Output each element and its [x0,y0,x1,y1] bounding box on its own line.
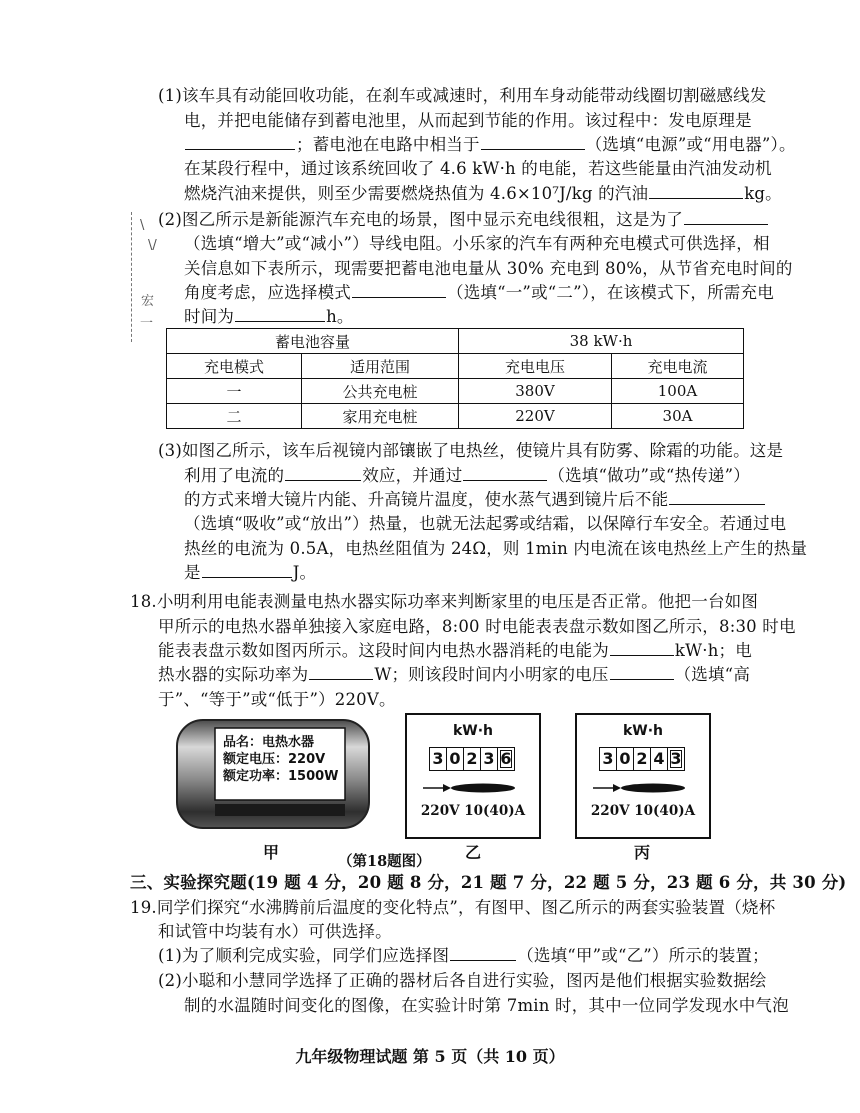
q17-p2-line2: （选填“增大”或“减小”）导线电阻。小乐家的汽车有两种充电模式可供选择，相 [184,234,770,253]
q17-p3-line5: 热丝的电流为 0.5A，电热丝阻值为 24Ω，则 1min 内电流在该电热丝上产生的热量 [184,539,808,558]
table-cell: 220V [459,404,612,429]
q19-p1: (1)为了顺利完成实验，同学们应选择图 （选填“甲”或“乙”）所示的装置； [158,946,769,965]
column-header: 充电电流 [612,354,744,379]
table-row [167,379,744,404]
q18-line4: 热水器的实际功率为 W；则该段时间内小明家的电压 （选填“高 [158,665,751,684]
q17-p3-line1: (3)如图乙所示，该车后视镜内部镶嵌了电热丝，使镜片具有防雾、除霜的功能。这是 [158,441,784,460]
water-heater-figure [175,716,371,832]
q18-line3: 能表表盘示数如图丙所示。这段时间内电热水器消耗的电能为 kW·h；电 [158,641,752,660]
table-cell: 家用充电桩 [302,404,459,429]
q19-line2: 和试管中均装有水）可供选择。 [158,922,392,941]
meter-unit: kW·h [452,723,494,739]
margin-mark: \/ [148,238,157,253]
q17-p3-line4: （选填“吸收”或“放出”）热量，也就无法起雾或结霜，以保障行车安全。若通过电 [184,514,787,533]
meter-disc-icon [591,778,695,798]
q17-p1-line3: ；蓄电池在电路中相当于 （选填“电源”或“用电器”）。 [184,134,796,156]
figure-label-c: 丙 [634,843,651,862]
answer-blank[interactable] [481,135,585,150]
q17-p3-line6: 是 J。 [184,563,317,582]
table-cell: 一 [167,379,302,404]
heater-name: 品名：电热水器 [223,735,315,750]
energy-meter-b [405,713,541,839]
column-header: 充电电压 [459,354,612,379]
meter-rating: 220V 10(40)A [420,803,526,819]
margin-mark: \ [140,218,145,233]
meter-unit: kW·h [622,723,664,739]
capacity-label: 蓄电池容量 [167,329,459,354]
table-cell: 公共充电桩 [302,379,459,404]
column-header: 适用范围 [302,354,459,379]
meter-disc-icon [421,778,525,798]
answer-blank[interactable] [684,210,768,225]
answer-blank[interactable] [669,490,765,505]
margin-mark: 宏 [141,294,155,309]
answer-blank[interactable] [463,466,547,481]
table-header-row [167,354,744,379]
figure-caption: （第18题图） [338,853,431,870]
table-cell: 30A [612,404,744,429]
meter-digit: 4 [651,748,668,770]
heater-nameplate [223,734,339,785]
table-cell: 100A [612,379,744,404]
answer-blank[interactable] [610,665,674,680]
q17-p1-line2: 电，并把电能储存到蓄电池里，从而起到节能的作用。该过程中：发电原理是 [184,111,752,130]
column-header: 充电模式 [167,354,302,379]
answer-blank[interactable] [202,563,292,578]
q17-p1-line1: (1)该车具有动能回收功能，在刹车或减速时，利用车身动能带动线圈切割磁感线发 [158,86,767,105]
answer-blank[interactable] [235,307,325,322]
charging-mode-table [166,328,744,429]
meter-digit: 3 [430,748,447,770]
table-cell: 380V [459,379,612,404]
q17-p2-line1: (2)图乙所示是新能源汽车充电的场景，图中显示充电线很粗，这是为了 [158,209,769,231]
section-title: 三、实验探究题(19 题 4 分，20 题 8 分，21 题 7 分，22 题 5 分，23 题 6 分，共 30 分) [130,873,847,892]
meter-digit: 3 [600,748,617,770]
meter-digit-decimal: 6 [498,748,514,770]
q18-line5: 于”、“等于”或“低于”）220V。 [158,690,396,709]
margin-mark: 一 [140,316,154,331]
energy-meter-c [575,713,711,839]
answer-blank[interactable] [610,641,674,656]
heater-power: 额定功率：1500W [223,769,339,784]
capacity-value: 38 kW·h [459,329,744,354]
table-row [167,404,744,429]
q17-p1-line5: 燃烧汽油来提供，则至少需要燃烧热值为 4.6×10⁷J/kg 的汽油 kg。 [184,184,782,203]
q19-p2-line2: 制的水温随时间变化的图像，在实验计时第 7min 时，其中一位同学发现水中气泡 [184,996,789,1015]
table-cell: 二 [167,404,302,429]
q17-p2-line3: 关信息如下表所示，现需要把蓄电池电量从 30% 充电到 80%，从节省充电时间的 [184,259,793,278]
answer-blank[interactable] [185,135,295,150]
q19-line1: 19.同学们探究“水沸腾前后温度的变化特点”，有图甲、图乙所示的两套实验装置（烧杯 [130,898,776,917]
margin-rule [131,212,133,342]
answer-blank[interactable] [352,283,446,298]
answer-blank[interactable] [450,946,516,961]
figure-label-b: 乙 [465,843,482,862]
q18-line1: 18.小明利用电能表测量电热水器实际功率来判断家里的电压是否正常。他把一台如图 [130,592,759,611]
meter-digit: 0 [447,748,464,770]
table-row [167,329,744,354]
meter-digit-decimal: 3 [668,748,684,770]
figure-label-a: 甲 [263,843,280,862]
meter-digit: 2 [634,748,651,770]
q18-line2: 甲所示的电热水器单独接入家庭电路，8:00 时电能表表盘示数如图乙所示，8:30 时电 [158,617,796,636]
answer-blank[interactable] [649,184,743,199]
answer-blank[interactable] [285,466,361,481]
page-footer: 九年级物理试题 第 5 页（共 10 页） [295,1047,565,1066]
q19-p2-line1: (2)小聪和小慧同学选择了正确的器材后各自进行实验，图丙是他们根据实验数据绘 [158,971,767,990]
meter-digit: 3 [481,748,498,770]
meter-digits [429,747,515,771]
heater-voltage: 额定电压：220V [223,752,326,767]
meter-digits [599,747,685,771]
q17-p3-line3: 的方式来增大镜片内能、升高镜片温度，使水蒸气遇到镜片后不能 [184,489,766,511]
meter-rating: 220V 10(40)A [590,803,696,819]
q17-p2-line4: 角度考虑，应选择模式 （选填“一”或“二”），在该模式下，所需充电 [184,283,774,302]
q17-p1-line4: 在某段行程中，通过该系统回收了 4.6 kW·h 的电能，若这些能量由汽油发动机 [184,159,772,178]
answer-blank[interactable] [309,665,373,680]
meter-digit: 2 [464,748,481,770]
q17-p2-line5: 时间为 h。 [184,307,354,326]
meter-digit: 0 [617,748,634,770]
q17-p3-line2: 利用了电流的 效应，并通过 （选填“做功”或“热传递”） [184,466,750,485]
